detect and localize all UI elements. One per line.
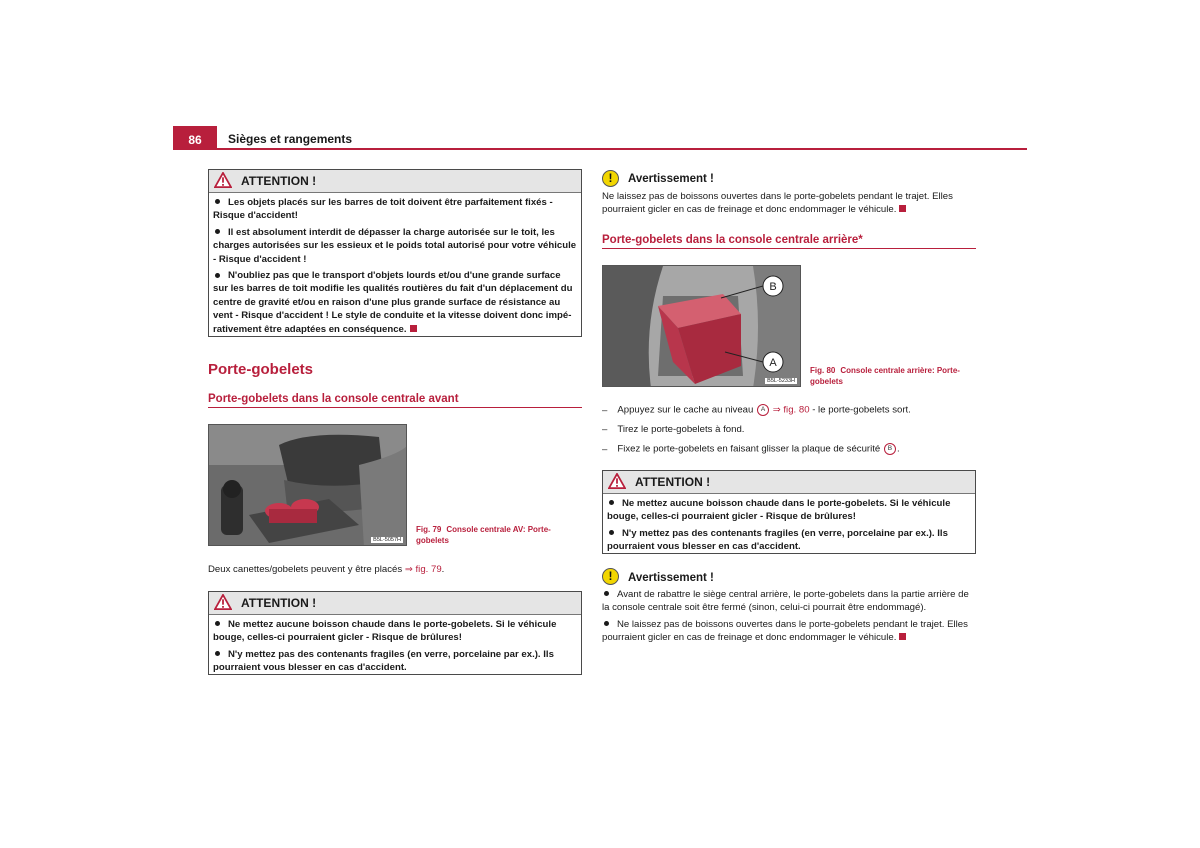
warning-title: ATTENTION ! bbox=[635, 475, 711, 489]
page-number: 86 bbox=[173, 126, 217, 150]
chapter-title: Sièges et rangements bbox=[228, 132, 353, 146]
subsection-title-rear: Porte-gobelets dans la console centrale arrière* bbox=[602, 234, 976, 249]
warning-body bbox=[209, 193, 581, 343]
warning-box-roof bbox=[208, 169, 582, 337]
front-holder-text: Deux canettes/gobelets peuvent y être placés ⇒ fig. 79. bbox=[208, 564, 445, 575]
step-item: – Fixez le porte-gobelets en faisant glisser la plaque de sécurité B . bbox=[602, 443, 900, 455]
advice-item: Avant de rabattre le siège central arrière, le porte-gobelets dans la partie arrière de la console centrale soit être fermé (sinon, celui-ci pourrait être endommagé). bbox=[602, 589, 969, 614]
figure-caption-text: Console centrale AV: Porte-gobelets bbox=[416, 525, 551, 545]
bullet-icon bbox=[215, 199, 220, 204]
letter-a-marker: A bbox=[757, 404, 769, 416]
warning-body bbox=[209, 615, 581, 682]
warning-header bbox=[603, 471, 975, 494]
figure-80-image bbox=[602, 265, 801, 387]
section-title: Porte-gobelets bbox=[208, 361, 314, 378]
figure-label: Fig. 80 bbox=[810, 366, 836, 375]
figure-label: Fig. 79 bbox=[416, 525, 442, 534]
figure-code: B5L-5057H bbox=[373, 537, 401, 543]
warning-header bbox=[209, 170, 581, 193]
warning-box-front-holder bbox=[208, 591, 582, 675]
bullet-icon bbox=[604, 591, 609, 596]
end-mark-icon bbox=[410, 325, 417, 332]
callout-b-label: B bbox=[769, 281, 777, 293]
bullet-icon bbox=[609, 530, 614, 535]
end-mark-icon bbox=[899, 633, 906, 640]
subsection-title-front: Porte-gobelets dans la console centrale avant bbox=[208, 393, 582, 408]
warning-item: N'y mettez pas des contenants fragiles (en verre, porcelaine par ex.). Ils pourraient vous blesser en cas d'accident. bbox=[607, 527, 948, 553]
warning-body bbox=[603, 494, 975, 561]
figure-code: B5L-5233H bbox=[767, 378, 795, 384]
warning-item: Ne mettez aucune boisson chaude dans le porte-gobelets. Si le véhicule bouge, celles-ci pourraient gicler - Risque de brûlures! bbox=[213, 619, 557, 644]
figure-80-caption bbox=[810, 365, 978, 387]
step-item: – Tirez le porte-gobelets à fond. bbox=[602, 424, 745, 435]
figure-caption-text: Console centrale arrière: Porte-gobelets bbox=[810, 366, 960, 386]
warning-item: Il est absolument interdit de dépasser la charge autorisée sur le toit, les charges autorisées sur les essieux et le poids total autorisé pour votre véhicule - Risque d'accident ! bbox=[213, 226, 577, 265]
figure-79-image bbox=[208, 424, 407, 546]
header-rule bbox=[217, 148, 1027, 150]
advice-item: Ne laissez pas de boissons ouvertes dans le porte-gobelets pendant le trajet. Elles pourraient gicler en cas de freinage et donc endommager le véhicule. bbox=[602, 618, 968, 644]
advice-title: Avertissement ! bbox=[628, 572, 714, 584]
console-rear-illustration bbox=[603, 266, 801, 387]
letter-b-marker: B bbox=[884, 443, 896, 455]
bullet-icon bbox=[215, 273, 220, 278]
bullet-icon bbox=[215, 621, 220, 626]
advice-title: Avertissement ! bbox=[628, 173, 714, 185]
warning-item: Les objets placés sur les barres de toit doivent être parfaitement fixés - Risque d'accident! bbox=[213, 197, 553, 222]
warning-item: N'y mettez pas des contenants fragiles (en verre, porcelaine par ex.). Ils pourraient vous blesser en cas d'accident. bbox=[213, 648, 554, 674]
advice-text: Ne laissez pas de boissons ouvertes dans le porte-gobelets pendant le trajet. Elles pourraient gicler en cas de freinage et donc endommager le véhicule. bbox=[602, 191, 953, 216]
warning-triangle-icon bbox=[214, 172, 232, 188]
warning-item: Ne mettez aucune boisson chaude dans le porte-gobelets. Si le véhicule bouge, celles-ci pourraient gicler - Risque de brûlures! bbox=[607, 498, 951, 523]
console-front-illustration bbox=[209, 425, 407, 546]
warning-item: N'oubliez pas que le transport d'objets lourds et/ou d'une grande surface sur les barres de toit modifie les qualités routières du fait d'un déplacement du centre de gravité et/ou en raison d'une plus grande surface de résistance au vent - Risque d'accident ! Le style de conduite et la vitesse doivent donc impé-rativement être adaptées en conséquence. bbox=[213, 270, 573, 335]
callout-a-label: A bbox=[769, 357, 777, 369]
end-mark-icon bbox=[899, 205, 906, 212]
figure-79-link[interactable]: ⇒ fig. 79 bbox=[404, 564, 442, 575]
warning-title: ATTENTION ! bbox=[241, 174, 317, 188]
figure-80-link[interactable]: ⇒ fig. 80 bbox=[772, 404, 810, 416]
warning-box-rear-holder bbox=[602, 470, 976, 554]
step-item: – Appuyez sur le cache au niveau A ⇒ fig. 80 - le porte-gobelets sort. bbox=[602, 404, 911, 416]
warning-triangle-icon bbox=[608, 473, 626, 489]
warning-triangle-icon bbox=[214, 594, 232, 610]
warning-title: ATTENTION ! bbox=[241, 596, 317, 610]
bullet-icon bbox=[609, 500, 614, 505]
exclamation-circle-icon: ! bbox=[602, 170, 619, 187]
advice-text bbox=[602, 588, 976, 645]
figure-79-caption bbox=[416, 524, 576, 546]
exclamation-circle-icon: ! bbox=[602, 568, 619, 585]
page-header bbox=[173, 126, 1027, 150]
bullet-icon bbox=[604, 621, 609, 626]
warning-header bbox=[209, 592, 581, 615]
bullet-icon bbox=[215, 229, 220, 234]
bullet-icon bbox=[215, 651, 220, 656]
